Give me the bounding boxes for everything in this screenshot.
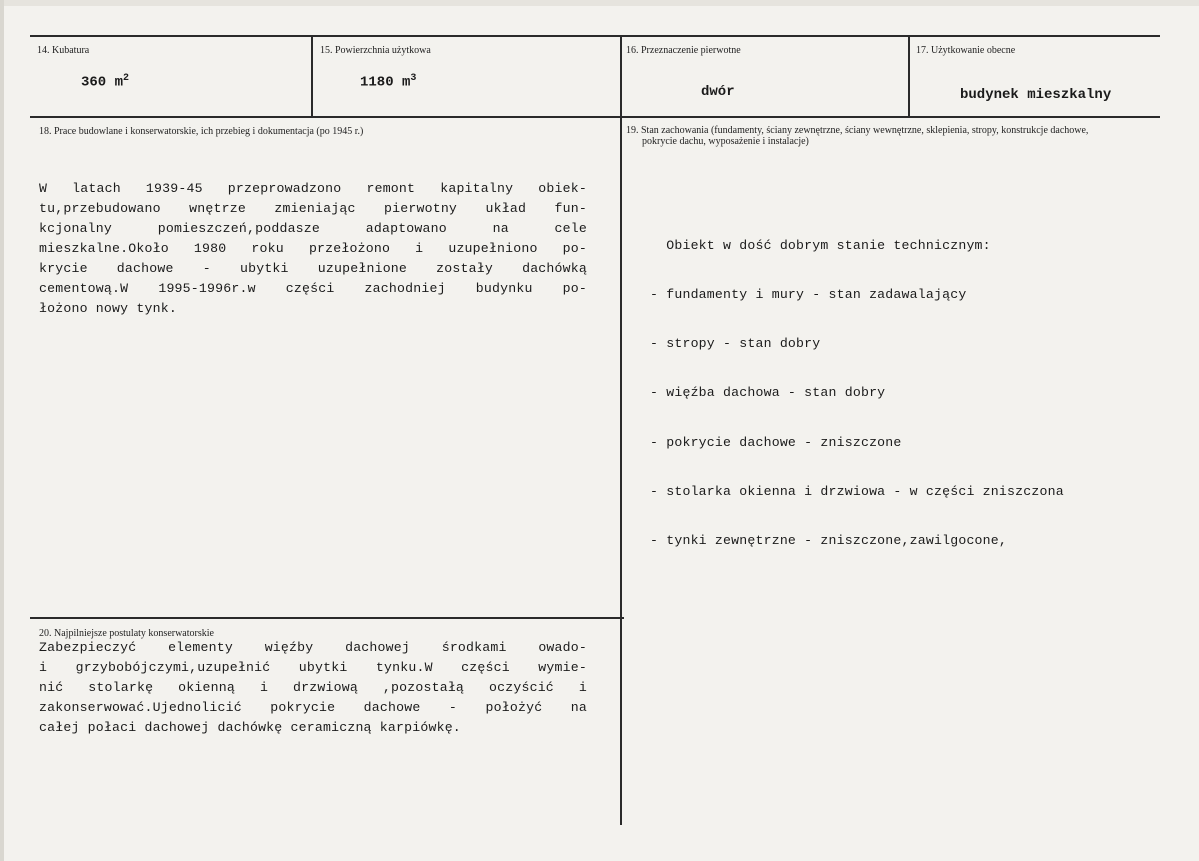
field-16-value: dwór	[701, 84, 735, 100]
field-18-line: mieszkalne.Około 1980 roku przełożono i uzupełniono po-	[39, 241, 587, 256]
field-17-value: budynek mieszkalny	[960, 87, 1112, 103]
grid-line-v3	[908, 35, 910, 117]
field-18-line: łożono nowy tynk.	[39, 301, 177, 316]
field-19-label-line-2: pokrycie dachu, wyposażenie i instalacje)	[642, 136, 809, 147]
grid-line-top	[30, 35, 1160, 37]
field-16-label: 16. Przeznaczenie pierwotne	[626, 45, 741, 56]
field-19-line: - fundamenty i mury - stan zadawalający	[650, 287, 967, 303]
field-15-label: 15. Powierzchnia użytkowa	[320, 45, 431, 56]
field-18-line: cementową.W 1995-1996r.w części zachodniej budynku po-	[39, 281, 587, 296]
field-19-line: - więźba dachowa - stan dobry	[650, 385, 886, 401]
grid-line-row2	[30, 116, 1160, 118]
field-20-line: Zabezpieczyć elementy więźby dachowej środkami owado-	[39, 640, 587, 655]
grid-line-v2	[620, 35, 622, 825]
field-20-line: i grzybobójczymi,uzupełnić ubytki tynku.W części wymie-	[39, 660, 587, 675]
field-19-label	[626, 125, 1088, 147]
field-18-line: krycie dachowe - ubytki uzupełnione zostały dachówką	[39, 261, 587, 276]
field-20-label: 20. Najpilniejsze postulaty konserwatorskie	[39, 628, 214, 639]
card-top-edge	[0, 0, 1199, 6]
field-18-text	[39, 179, 587, 319]
field-19-line: Obiekt w dość dobrym stanie technicznym:	[650, 237, 991, 253]
field-20-line: nić stolarkę okienną i drzwiową ,pozostałą oczyścić i	[39, 680, 587, 695]
field-20-line: całej połaci dachowej dachówkę ceramiczną karpiówkę.	[39, 720, 461, 735]
field-20-line: zakonserwować.Ujednolicić pokrycie dachowe - położyć na	[39, 700, 587, 715]
field-19-line: - stropy - stan dobry	[650, 336, 821, 352]
grid-line-row3	[30, 617, 624, 619]
field-19-list	[650, 205, 1064, 582]
field-15-value: 1180 $m^3$	[360, 73, 417, 91]
field-20-text	[39, 638, 587, 738]
field-18-line: tu,przebudowano wnętrze zmieniając pierwotny układ fun-	[39, 201, 587, 216]
field-19-label-line-1: 19. Stan zachowania (fundamenty, ściany zewnętrzne, ściany wewnętrzne, sklepienia, stropy, konstrukcje dachowe,	[626, 125, 1089, 136]
grid-line-v1	[311, 35, 313, 117]
field-19-line: - tynki zewnętrzne - zniszczone,zawilgocone,	[650, 533, 1008, 549]
field-17-label: 17. Użytkowanie obecne	[916, 45, 1016, 56]
field-18-line: kcjonalny pomieszczeń,poddasze adaptowano na cele	[39, 221, 587, 236]
field-19-line: - stolarka okienna i drzwiowa - w części zniszczona	[650, 483, 1064, 499]
field-14-value: 360 $m^2$	[81, 73, 130, 91]
card-left-edge	[0, 0, 4, 861]
field-18-line: W latach 1939-45 przeprowadzono remont kapitalny obiek-	[39, 181, 587, 196]
field-14-label: 14. Kubatura	[37, 45, 90, 56]
field-18-label: 18. Prace budowlane i konserwatorskie, ich przebieg i dokumentacja (po 1945 r.)	[39, 126, 364, 137]
field-19-line: - pokrycie dachowe - zniszczone	[650, 434, 902, 450]
